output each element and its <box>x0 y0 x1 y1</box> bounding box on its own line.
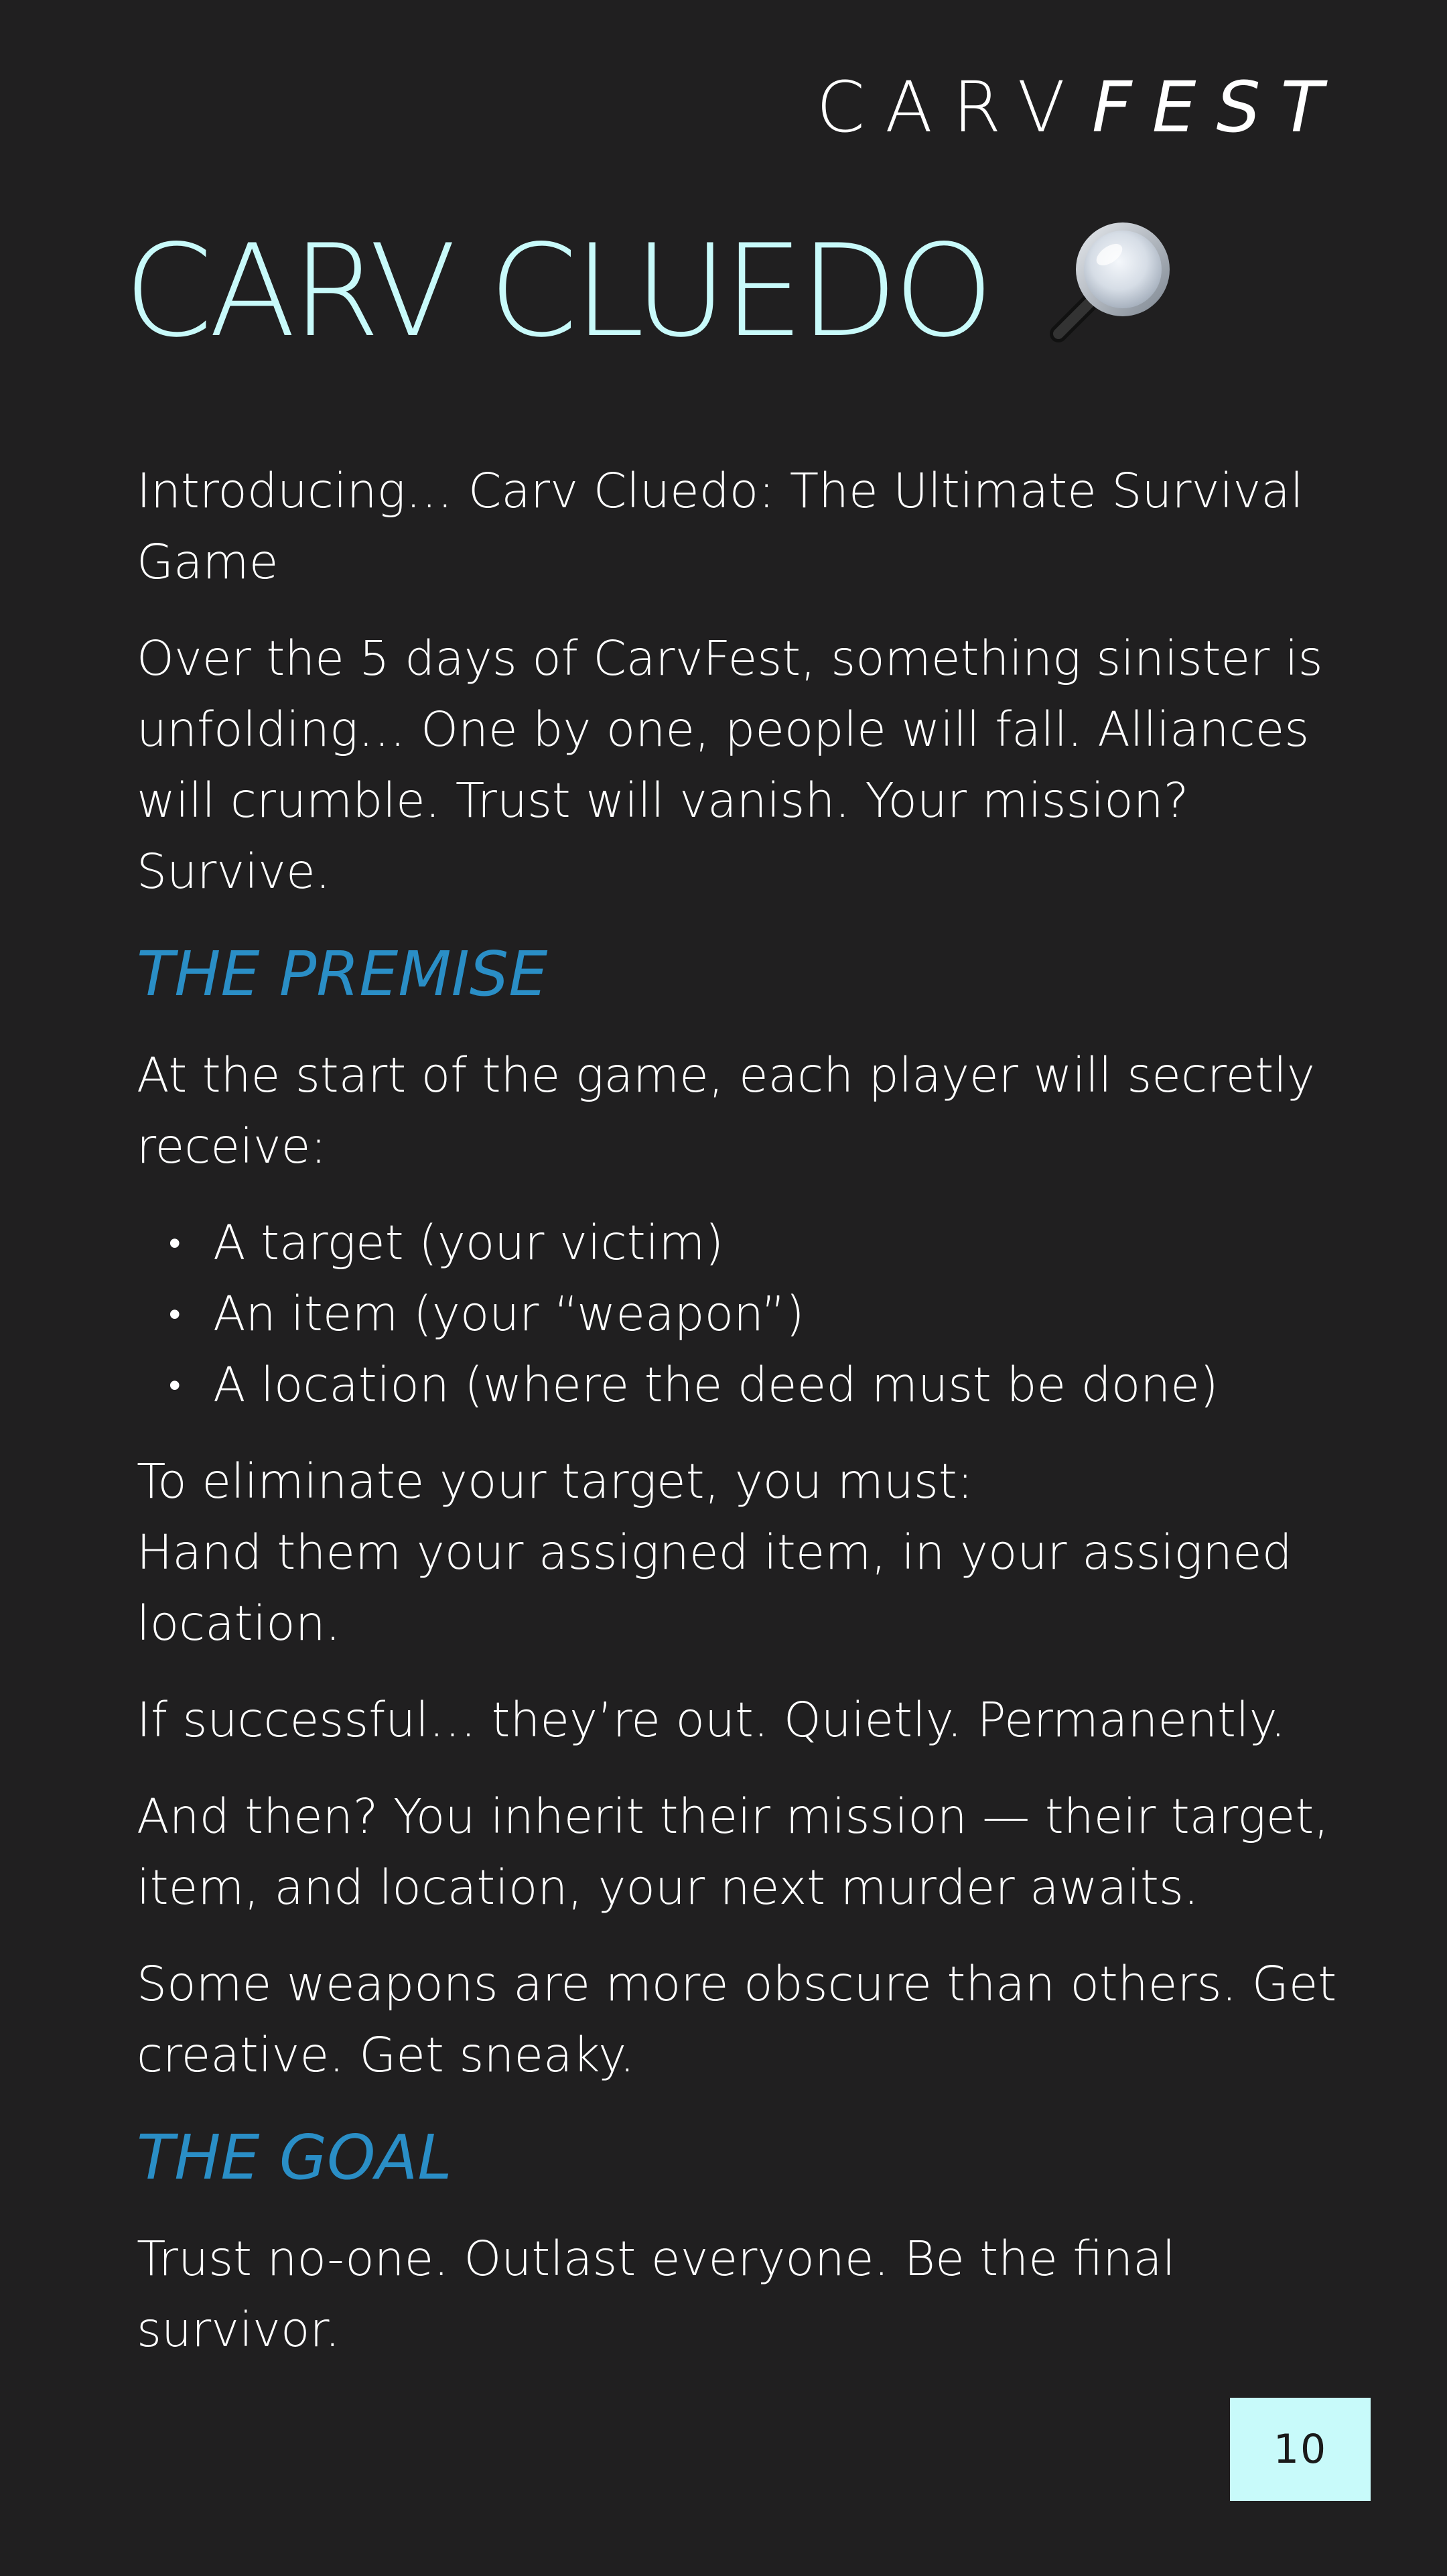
intro-paragraph: Over the 5 days of CarvFest, something sinister is unfolding… One by one, people will fall. Alliances will crumble. Trust will vanish. Your mission? Survive. <box>137 631 1323 899</box>
page-title-text: CARV CLUEDO <box>124 217 990 365</box>
logo-carv: CARV <box>816 66 1085 148</box>
bullet-icon: • <box>169 1366 181 1405</box>
page-title <box>124 214 1178 369</box>
logo-fest: FEST <box>1091 66 1343 148</box>
page-number-badge: 10 <box>1230 2398 1371 2501</box>
bullet-icon: • <box>169 1295 181 1334</box>
weapons-paragraph: Some weapons are more obscure than others. Get creative. Get sneaky. <box>137 1956 1337 2083</box>
carvfest-logo <box>816 66 1343 148</box>
premise-heading: THE PREMISE <box>137 938 548 1010</box>
goal-heading: THE GOAL <box>137 2122 452 2193</box>
goal-paragraph: Trust no-one. Outlast everyone. Be the final survivor. <box>137 2231 1176 2358</box>
magnifying-glass-icon <box>1044 214 1178 369</box>
list-item <box>137 1350 1342 1421</box>
list-item-text: A target (your victim) <box>213 1215 724 1271</box>
bullet-icon: • <box>169 1224 181 1263</box>
intro-heading-line: Introducing… Carv Cluedo: The Ultimate Survival Game <box>137 463 1304 590</box>
list-item-text: An item (your “weapon”) <box>213 1286 805 1342</box>
list-item-text: A location (where the deed must be done) <box>213 1357 1219 1413</box>
inherit-paragraph: And then? You inherit their mission — their target, item, and location, your next murder awaits. <box>137 1789 1329 1915</box>
premise-list <box>137 1208 1342 1421</box>
success-paragraph: If successful… they’re out. Quietly. Permanently. <box>137 1692 1286 1748</box>
eliminate-paragraph <box>137 1446 1342 1659</box>
list-item <box>137 1208 1342 1279</box>
eliminate-line-1: To eliminate your target, you must: <box>137 1454 973 1509</box>
eliminate-line-2: Hand them your assigned item, in your assigned location. <box>137 1525 1292 1651</box>
list-item <box>137 1279 1342 1350</box>
premise-lead: At the start of the game, each player will secretly receive: <box>137 1047 1315 1174</box>
main-content <box>137 456 1342 2391</box>
